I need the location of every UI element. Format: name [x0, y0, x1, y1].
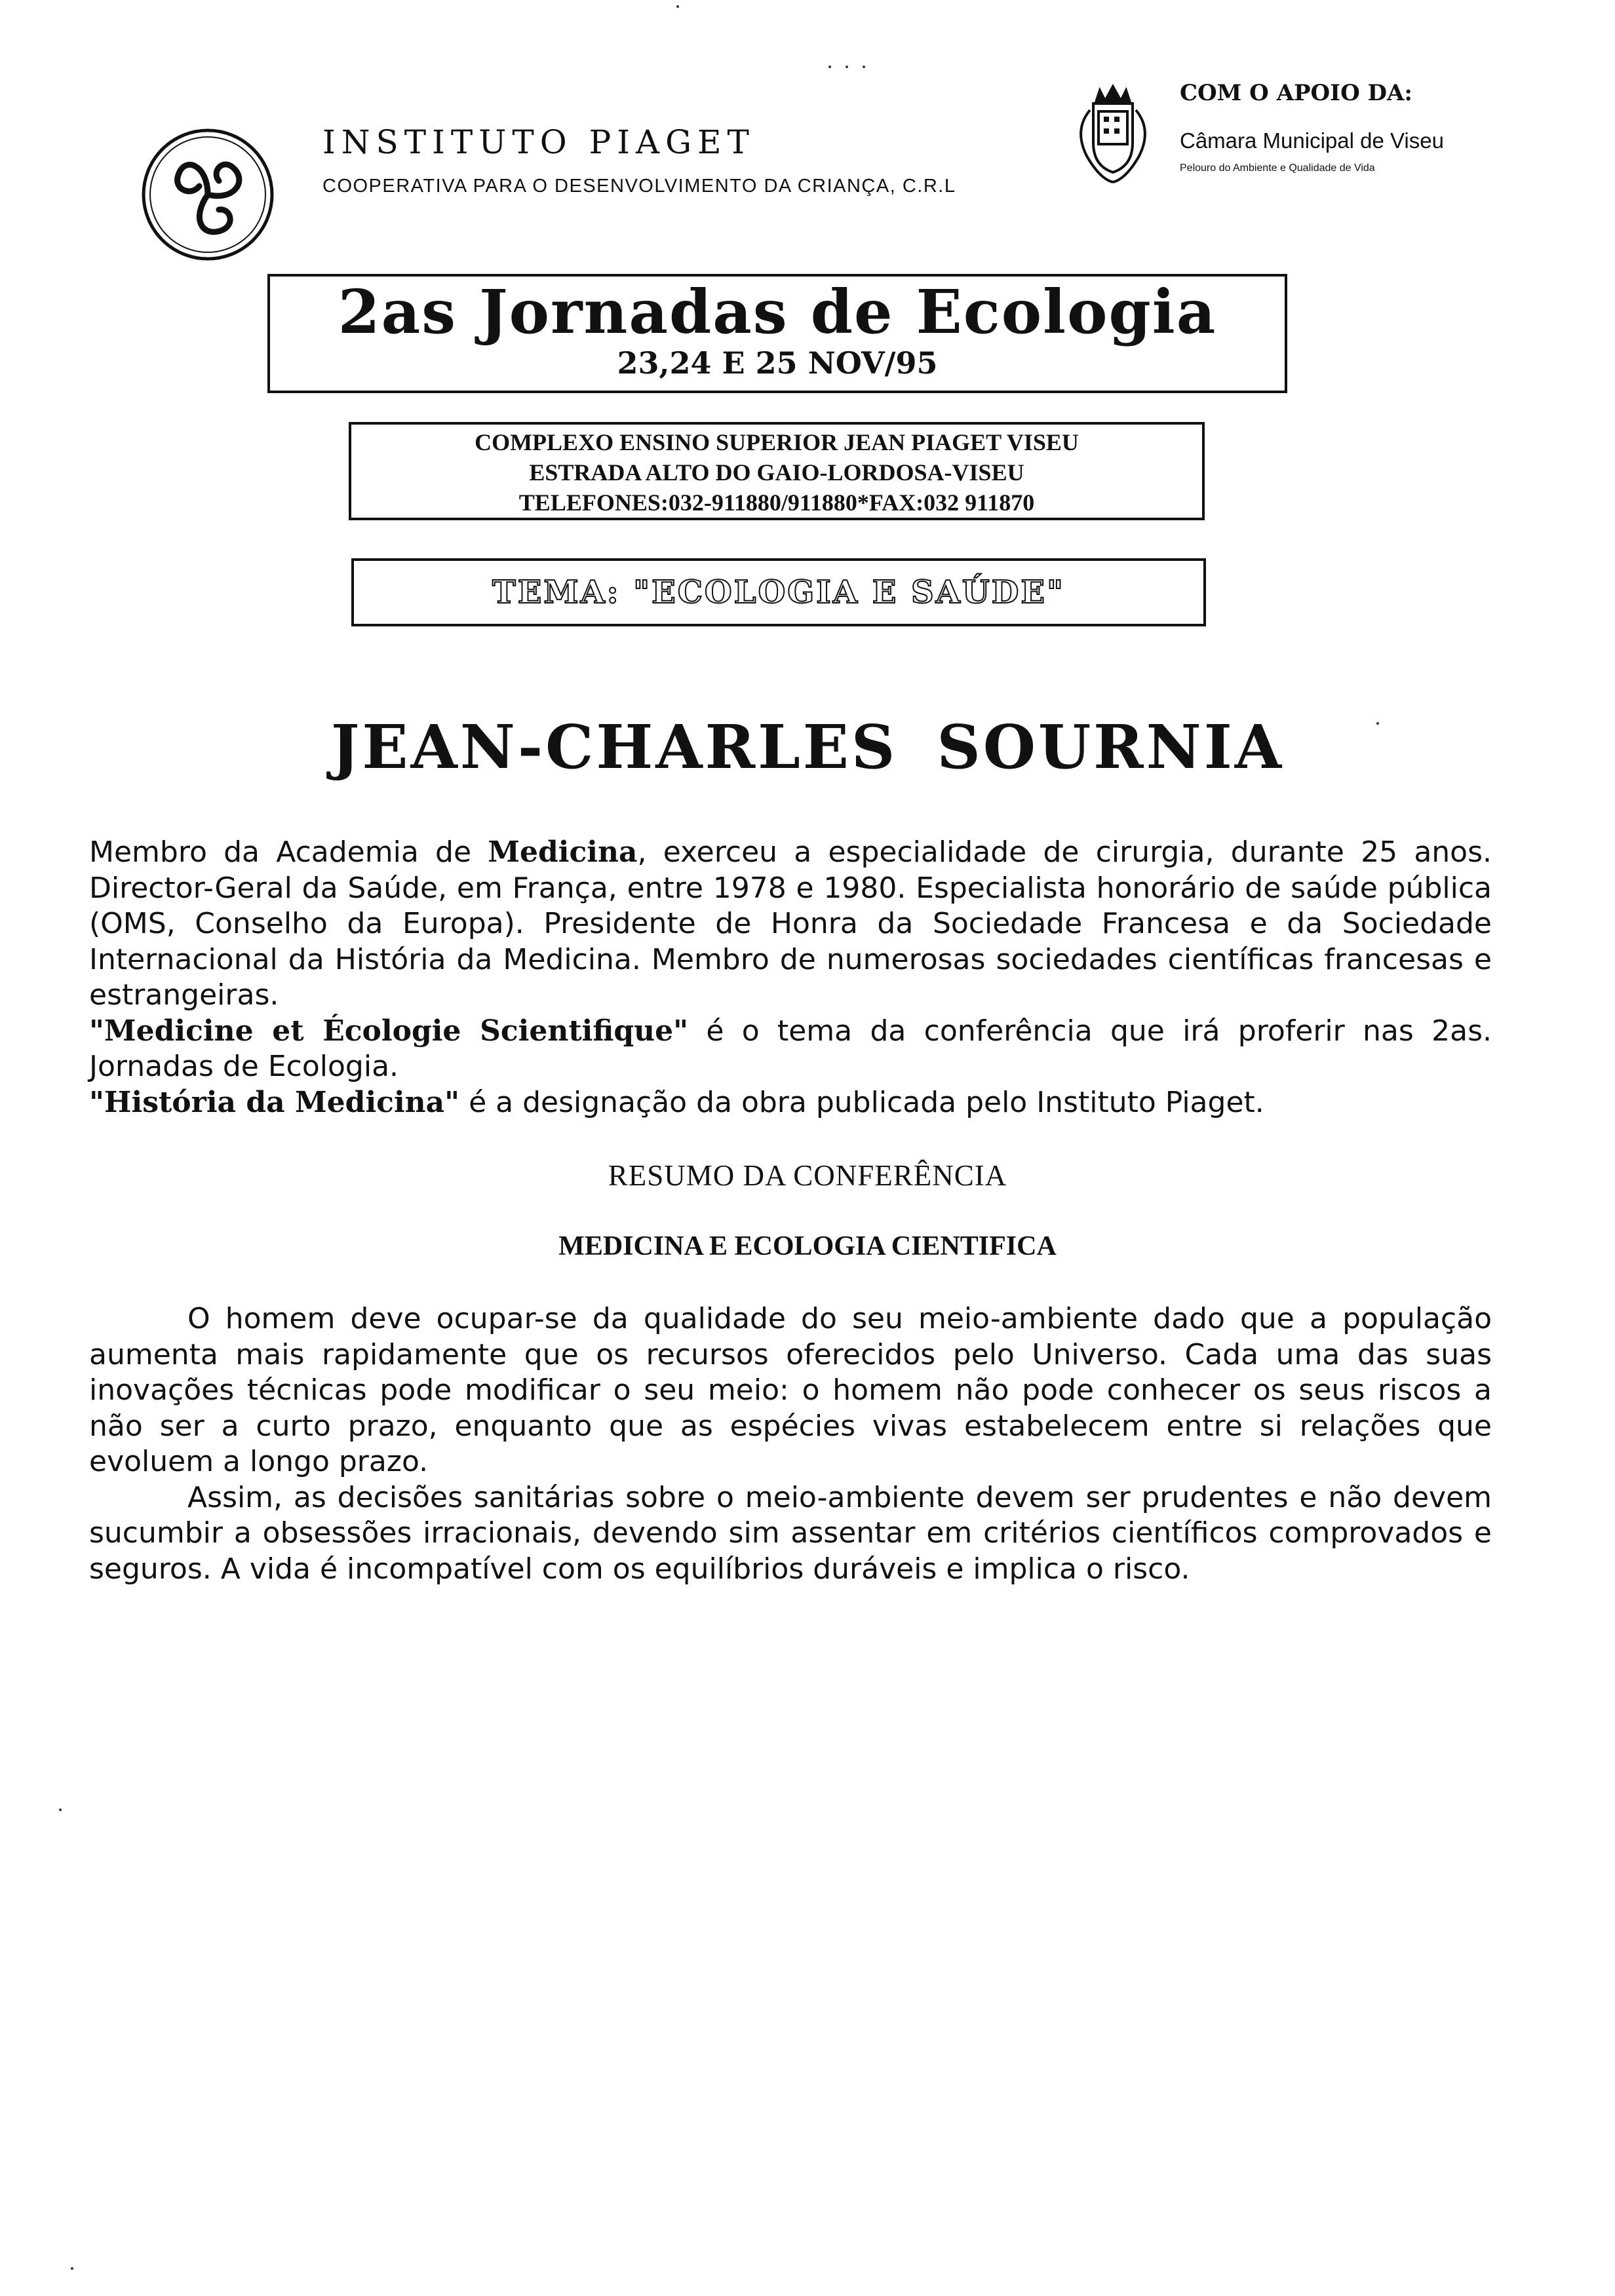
- viseu-crest-icon: [1067, 77, 1159, 189]
- bio-paragraph: [89, 1014, 1492, 1085]
- scan-speck: [676, 5, 679, 8]
- support-label: COM O APOIO DA:: [1180, 80, 1412, 106]
- summary-title: MEDICINA E ECOLOGIA CIENTIFICA: [558, 1231, 1057, 1261]
- summary-heading: RESUMO DA CONFERÊNCIA: [608, 1159, 1007, 1192]
- institute-subtitle: COOPERATIVA PARA O DESENVOLVIMENTO DA CRIANÇA, C.R.L: [322, 176, 956, 197]
- scan-speck: [59, 1808, 62, 1811]
- bio-text: , exerceu a especialidade de cirurgia, durante 25 anos. Director-Geral da Saúde, em França, entre 1978 e 1980. Especialista honorário de saúde pública (OMS, Conselho da Europa). Presidente de Honra da Sociedade Francesa e da Sociedade Internacional da História da Medicina. Membro de numerosas sociedades científicas francesas e estrangeiras.: [89, 835, 1492, 1012]
- bio-paragraph: [89, 835, 1492, 1014]
- venue-box: [349, 422, 1205, 520]
- event-dates: 23,24 E 25 NOV/95: [617, 345, 938, 381]
- bio-paragraph: [89, 1085, 1492, 1121]
- summary-abstract: [89, 1301, 1492, 1587]
- scan-speck: [828, 66, 831, 68]
- venue-address: ESTRADA ALTO DO GAIO-LORDOSA-VISEU: [529, 459, 1024, 486]
- abstract-paragraph: Assim, as decisões sanitárias sobre o meio-ambiente devem ser prudentes e não devem sucumbir a obsessões irracionais, devendo sim assentar em critérios científicos comprovados e seguros. A vida é incompatível com os equilíbrios duráveis e implica o risco.: [89, 1480, 1492, 1586]
- event-title-box: [267, 274, 1287, 393]
- scan-speck: [846, 66, 848, 68]
- speaker-bio: [89, 835, 1492, 1120]
- bio-text: é a designação da obra publicada pelo Instituto Piaget.: [459, 1085, 1264, 1119]
- scan-speck: [1376, 722, 1379, 725]
- abstract-paragraph: O homem deve ocupar-se da qualidade do seu meio-ambiente dado que a população aumenta mais rapidamente que os recursos oferecidos pelo Universo. Cada uma das suas inovações técnicas pode modificar o seu meio: o homem não pode conhecer os seus riscos a não ser a curto prazo, enquanto que as espécies vivas estabelecem entre si relações que evoluem a longo prazo.: [89, 1302, 1492, 1478]
- bio-emphasis: Medicina: [488, 835, 638, 869]
- theme-text: TEMA: "ECOLOGIA E SAÚDE": [492, 574, 1065, 611]
- bio-text: Membro da Academia de: [89, 835, 488, 869]
- event-title: 2as Jornadas de Ecologia: [338, 277, 1217, 347]
- bio-text: é o tema da conferência que irá proferir nas 2as. Jornadas de Ecologia.: [89, 1014, 1492, 1083]
- conference-title: "Medicine et Écologie Scientifique": [89, 1014, 689, 1048]
- institute-name: INSTITUTO PIAGET: [322, 123, 755, 161]
- speaker-last-name: SOURNIA: [937, 712, 1285, 782]
- book-title: "História da Medicina": [89, 1085, 460, 1119]
- speaker-name: [0, 712, 1615, 782]
- venue-phones: TELEFONES:032-911880/911880*FAX:032 911870: [518, 489, 1035, 516]
- scan-speck: [863, 66, 865, 68]
- speaker-first-name: JEAN-CHARLES: [330, 712, 898, 782]
- support-organization: Câmara Municipal de Viseu: [1180, 128, 1444, 153]
- scan-speck: [71, 2267, 73, 2270]
- support-department: Pelouro do Ambiente e Qualidade de Vida: [1180, 163, 1375, 174]
- theme-box: [351, 558, 1206, 626]
- instituto-piaget-logo: [139, 126, 277, 263]
- venue-name: COMPLEXO ENSINO SUPERIOR JEAN PIAGET VISEU: [475, 429, 1079, 455]
